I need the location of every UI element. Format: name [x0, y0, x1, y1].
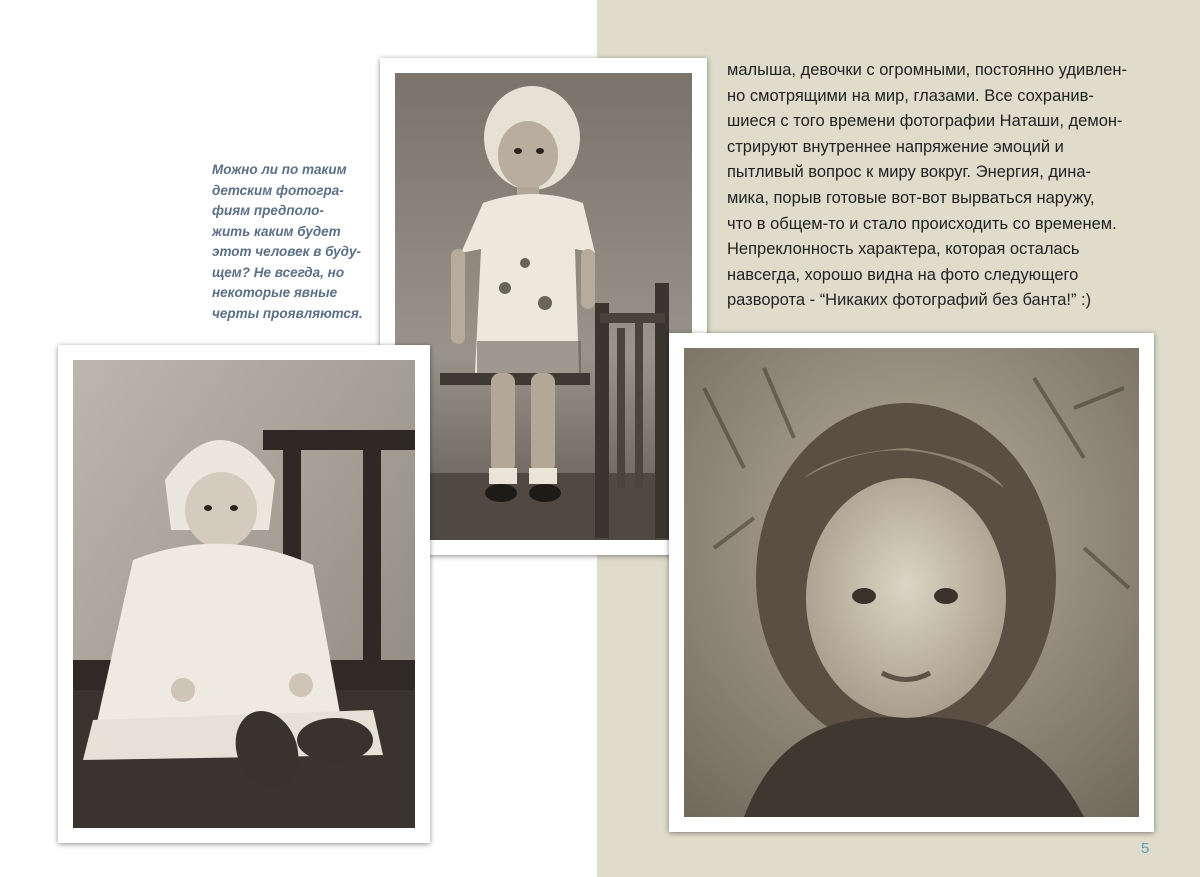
- body-line: пытливый вопрос к миру вокруг. Энергия, дина-: [727, 163, 1092, 182]
- photo-caption: [212, 160, 372, 324]
- caption-line: детским фотогра-: [212, 182, 344, 198]
- caption-line: черты проявляются.: [212, 305, 363, 321]
- caption-line: фиям предполо-: [212, 203, 324, 218]
- standing-toddler-image: [395, 73, 692, 540]
- body-line: шиеся с того времени фотографии Наташи, демон-: [727, 112, 1123, 131]
- caption-line: жить каким будет: [212, 223, 341, 239]
- caption-line: Можно ли по таким: [212, 162, 347, 177]
- body-line: что в общем-то и стало происходить со временем.: [727, 214, 1117, 233]
- photo-sitting-infant: [58, 345, 430, 843]
- photo-closeup-child: [669, 333, 1154, 832]
- caption-line: этот человек в буду-: [212, 244, 361, 259]
- body-line: малыша, девочки с огромными, постоянно удивлен-: [727, 61, 1128, 79]
- caption-line: некоторые явные: [212, 285, 338, 300]
- body-line: Непреклонность характера, которая осталась: [727, 240, 1080, 259]
- page-number: 5: [1141, 840, 1150, 857]
- body-text: [727, 58, 1177, 314]
- body-line: но смотрящими на мир, глазами. Все сохранив-: [727, 86, 1094, 105]
- sitting-infant-image: [73, 360, 415, 828]
- body-line: разворота - “Никаких фотографий без банта!” :): [727, 291, 1092, 310]
- body-line: стрируют внутреннее напряжение эмоций и: [727, 137, 1064, 156]
- closeup-child-image: [684, 348, 1139, 817]
- body-line: мика, порыв готовые вот-вот вырваться наружу,: [727, 188, 1095, 207]
- caption-line: щем? Не всегда, но: [212, 264, 345, 280]
- body-line: навсегда, хорошо видна на фото следующего: [727, 265, 1079, 284]
